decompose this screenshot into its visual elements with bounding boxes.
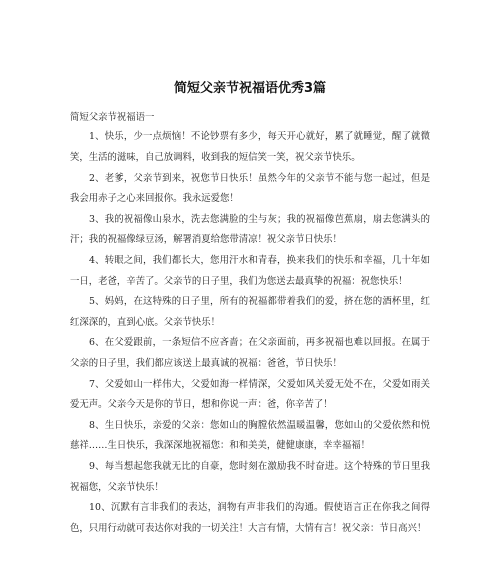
paragraph-2: 2、老爹，父亲节到来，祝您节日快乐！虽然今年的父亲节不能与您一起过，但是我会用赤子之心来回报你。我永远爱您！ [70, 172, 430, 205]
paragraph-8: 8、生日快乐，亲爱的父亲：您如山的胸膛依然温暖温馨，您如山的父爱依然和悦慈祥……生日快乐，我深深地祝福您：和和美美，健健康康，幸幸福福！ [70, 419, 430, 452]
paragraph-9: 9、每当想起您我就无比的自豪，您时刻在激励我不时奋进。这个特殊的节日里我祝福您，父亲节快乐！ [70, 460, 430, 493]
paragraph-6: 6、在父爱跟前，一条短信不应吝啬；在父亲面前，再多祝福也难以回报。在属于父亲的日子里，我们都应该送上最真诚的祝福：爸爸，节日快乐！ [70, 337, 430, 369]
section-heading: 简短父亲节祝福语一 [70, 112, 155, 123]
paragraph-3: 3、我的祝福像山泉水，洗去您满脸的尘与灰；我的祝福像芭蕉扇，扇去您满头的汗；我的祝福像绿豆汤，解署消夏给您带清凉！祝父亲节日快乐！ [70, 213, 430, 246]
paragraph-7: 7、父爱如山一样伟大，父爱如海一样情深，父爱如风关爱无处不在，父爱如雨关爱无声。父亲今天是你的节日，想和你说一声：爸，你辛苦了！ [70, 378, 430, 411]
paragraph-4: 4、转眼之间，我们都长大，您用汗水和青春，换来我们的快乐和幸福，几十年如一日，老爸，辛苦了。父亲节的日子里，我们为您送去最真挚的祝福：祝您快乐！ [70, 254, 430, 287]
document-title: 简短父亲节祝福语优秀3篇 [173, 81, 327, 96]
paragraph-10: 10、沉默有言非我们的表达，润物有声非我们的沟通。假使语言正在你我之间得色，只用行动就可表达你对我的一切关注！大言有情，大情有言！祝父亲：节日高兴！ [70, 502, 430, 534]
paragraph-1: 1、快乐，少一点烦恼！不论钞票有多少，每天开心就好，累了就睡觉，醒了就微笑，生活的滋味，自己放调料，收到我的短信笑一笑，祝父亲节快乐。 [70, 131, 430, 163]
paragraph-5: 5、妈妈，在这特殊的日子里，所有的祝福都带着我们的爱，挤在您的酒杯里，红红深深的，直到心底。父亲节快乐！ [70, 296, 430, 328]
